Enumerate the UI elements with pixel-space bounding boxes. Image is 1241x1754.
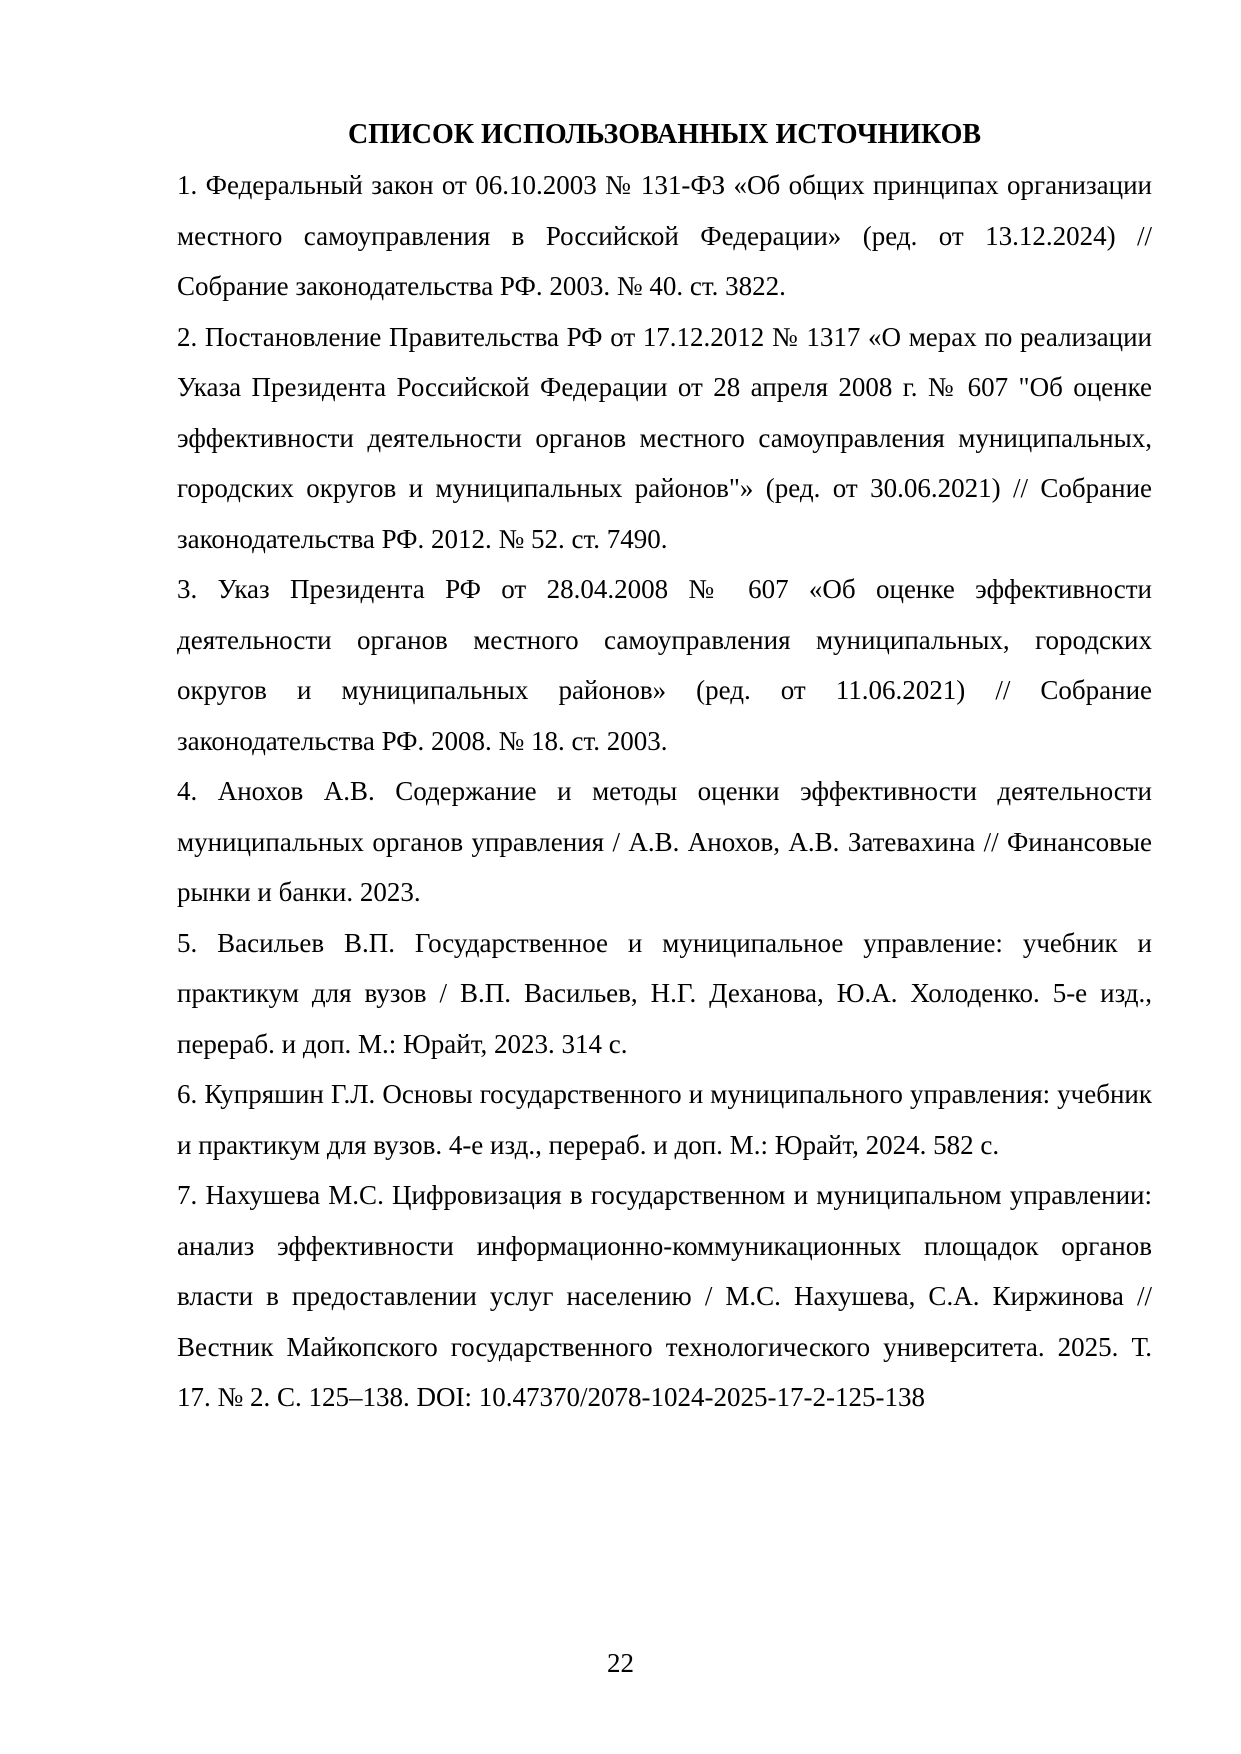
reference-list [177, 160, 1152, 1423]
reference-item-1: 1. Федеральный закон от 06.10.2003 № 131-ФЗ «Об общих принципах организации местного самоуправления в Российской Федерации» (ред. от 13.12.2024) // Собрание законодательства РФ. 2003. № 40. ст. 3822. [177, 170, 1152, 301]
page-title: СПИСОК ИСПОЛЬЗОВАННЫХ ИСТОЧНИКОВ [347, 119, 982, 150]
page-number: 22 [607, 1648, 634, 1678]
reference-item-7: 7. Нахушева М.С. Цифровизация в государственном и муниципальном управлении: анализ эффективности информационно-коммуникационных площадок органов власти в предоставлении услуг населению / М.С. Нахушева, С.А. Киржинова // Вестник Майкопского государственного технологического университета. 2025. Т. 17. № 2. С. 125–138. DOI: 10.47370/2078-1024-2025-17-2-125-138 [177, 1180, 1152, 1412]
reference-item-6: 6. Купряшин Г.Л. Основы государственного и муниципального управления: учебник и практикум для вузов. 4-е изд., перераб. и доп. М.: Юрайт, 2024. 582 с. [177, 1079, 1152, 1160]
reference-item-3: 3. Указ Президента РФ от 28.04.2008 № 607 «Об оценке эффективности деятельности органов местного самоуправления муниципальных, городских округов и муниципальных районов» (ред. от 11.06.2021) // Собрание законодательства РФ. 2008. № 18. ст. 2003. [177, 574, 1152, 756]
reference-item-2: 2. Постановление Правительства РФ от 17.12.2012 № 1317 «О мерах по реализации Указа Президента Российской Федерации от 28 апреля 2008 г. № 607 "Об оценке эффективности деятельности органов местного самоуправления муниципальных, городских округов и муниципальных районов"» (ред. от 30.06.2021) // Собрание законодательства РФ. 2012. № 52. ст. 7490. [177, 321, 1152, 554]
reference-item-4: 4. Анохов А.В. Содержание и методы оценки эффективности деятельности муниципальных органов управления / А.В. Анохов, А.В. Затевахина // Финансовые рынки и банки. 2023. [177, 776, 1152, 907]
reference-item-5: 5. Васильев В.П. Государственное и муниципальное управление: учебник и практикум для вузов / В.П. Васильев, Н.Г. Деханова, Ю.А. Холоденко. 5-е изд., перераб. и доп. М.: Юрайт, 2023. 314 с. [177, 927, 1152, 1059]
